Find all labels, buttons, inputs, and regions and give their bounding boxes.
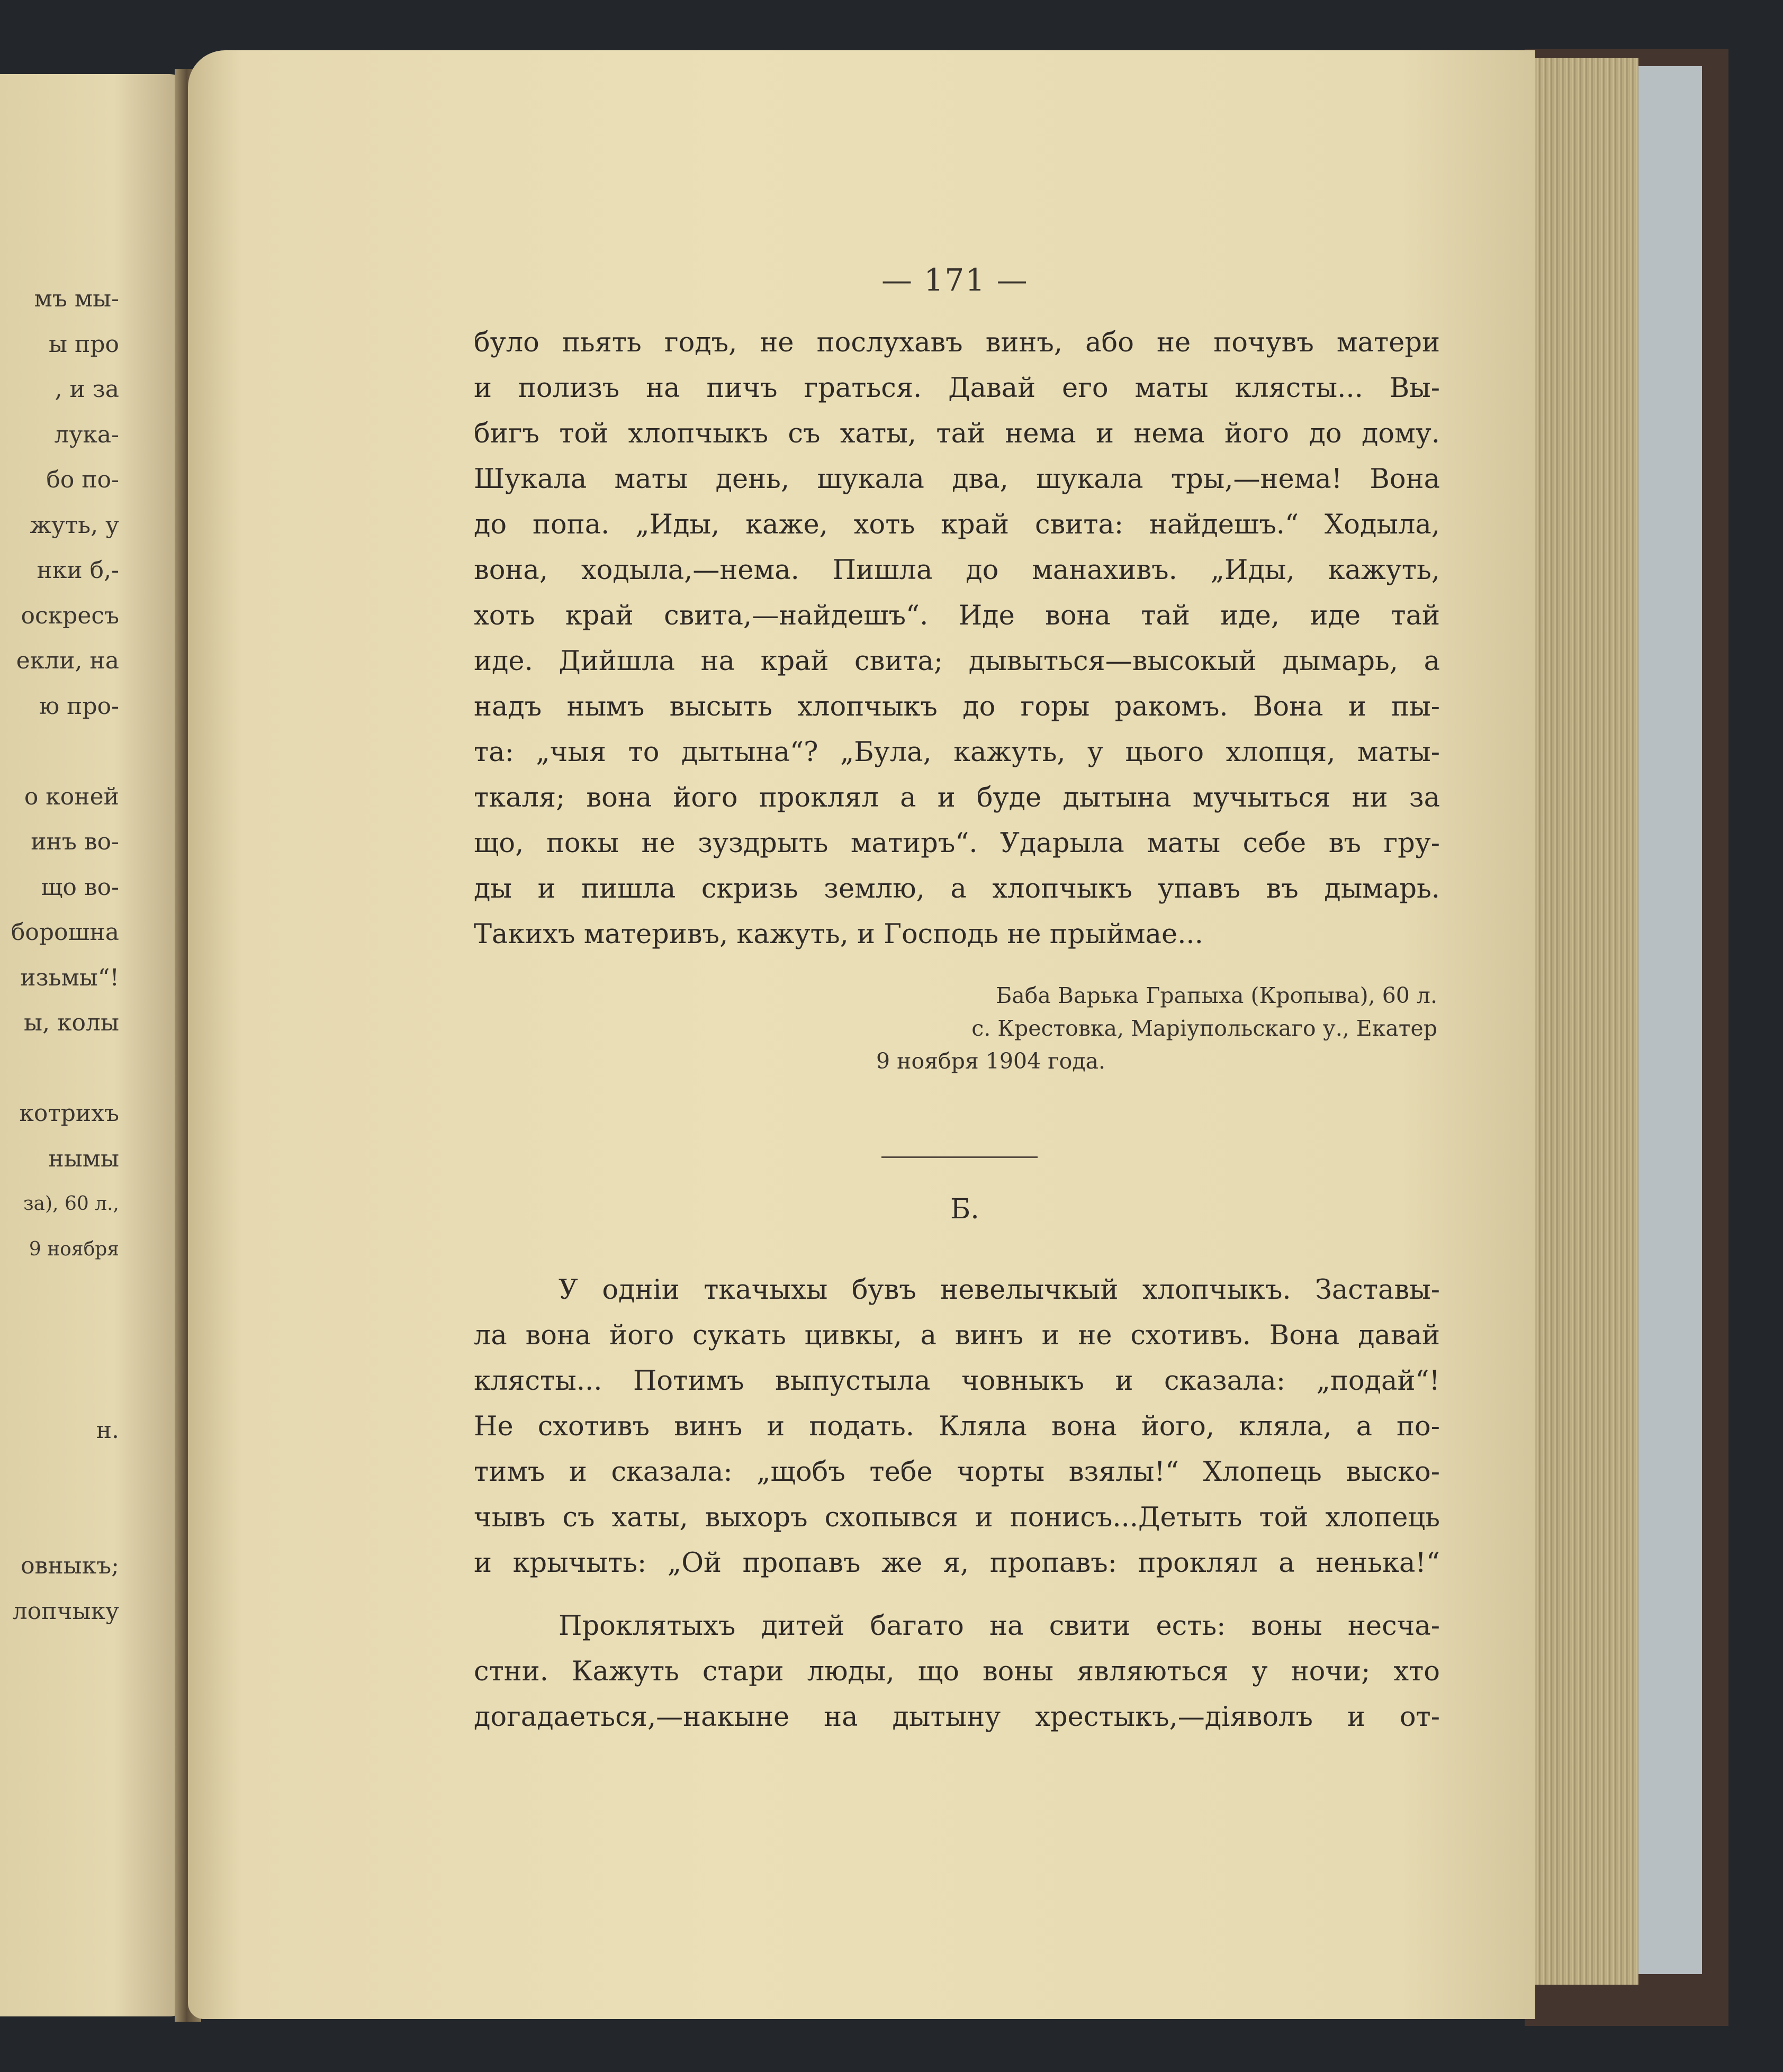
text-line: хоть край свита,—найдешъ“. Иде вона тай иде, иде тай: [474, 600, 1440, 631]
text-line: ла вона його сукать цивкы, а винъ и не схотивъ. Вона давай: [474, 1320, 1440, 1351]
page-number: — 171 —: [881, 262, 1029, 298]
text-line: Проклятыхъ дитей багато на свити есть: воны несча-: [559, 1610, 1440, 1642]
left-page-line: овныкъ;: [21, 1552, 119, 1579]
text-line: догадаеться,—накыне на дытыну хрестыкъ,—діяволъ и от-: [474, 1702, 1440, 1733]
attribution: [876, 979, 1437, 1078]
left-page-line: ы, колы: [24, 1009, 119, 1036]
left-page-line: нки б,-: [37, 557, 119, 584]
text-line: що, покы не зуздрыть матиръ“. Ударыла маты себе въ гру-: [474, 828, 1440, 859]
text-line: Такихъ материвъ, кажуть, и Господь не прыймае...: [474, 919, 1203, 950]
paragraph-3: [474, 1604, 1440, 1740]
paragraph-2: [474, 1268, 1440, 1586]
text-line: вона, ходыла,—нема. Пишла до манахивъ. „Иды, кажуть,: [474, 555, 1440, 586]
left-page-line: 9 ноября: [29, 1238, 119, 1260]
text-line: надъ нымъ высыть хлопчыкъ до горы ракомъ. Вона и пы-: [474, 691, 1440, 722]
text-line: Шукала маты день, шукала два, шукала тры,—нема! Вона: [474, 464, 1440, 495]
attribution-line: с. Крестовка, Маріупольскаго у., Екатер: [971, 1016, 1437, 1041]
text-line: У одніи ткачыхы бувъ невелычкый хлопчыкъ. Заставы-: [559, 1274, 1440, 1306]
left-page-line: екли, на: [16, 647, 119, 674]
text-line: клясты... Потимъ выпустыла човныкъ и сказала: „подай“!: [474, 1365, 1440, 1397]
right-page: [188, 50, 1535, 2019]
text-line: та: „чыя то дытына“? „Була, кажуть, у цього хлопця, маты-: [474, 737, 1440, 768]
text-line: стни. Кажуть стари люды, що воны являються у ночи; хто: [474, 1656, 1440, 1687]
left-page-line: мъ мы-: [34, 285, 119, 312]
left-page-line: лопчыку: [12, 1597, 119, 1625]
section-divider: [881, 1156, 1038, 1158]
page-edges: [1530, 58, 1638, 1985]
left-page-line: борошна: [11, 919, 119, 946]
text-line: ткаля; вона його проклял а и буде дытына мучыться ни за: [474, 782, 1440, 813]
left-page-line: лука-: [54, 421, 119, 448]
left-page-line: оскресъ: [21, 602, 119, 629]
left-page-line: котрихъ: [19, 1100, 119, 1127]
endpaper: [1628, 66, 1702, 1974]
text-line: до попа. „Иды, каже, хоть край свита: найдешъ.“ Ходыла,: [474, 509, 1440, 540]
text-line: бигъ той хлопчыкъ съ хаты, тай нема и нема його до дому.: [474, 418, 1440, 449]
left-page-line: за), 60 л.,: [23, 1193, 119, 1215]
attribution-line: 9 ноября 1904 года.: [876, 1048, 1106, 1074]
section-heading: Б.: [950, 1193, 979, 1225]
left-page-line: ю про-: [39, 692, 119, 720]
left-page-line: жуть, у: [30, 511, 119, 539]
attribution-line: Баба Варька Грапыха (Кропыва), 60 л.: [996, 983, 1437, 1008]
left-page-line: н.: [96, 1416, 119, 1444]
text-line: ды и пишла скризь землю, а хлопчыкъ упавъ въ дымарь.: [474, 873, 1440, 904]
text-line: иде. Дийшла на край свита; дывыться—высокый дымарь, а: [474, 646, 1440, 677]
text-line: и крычыть: „Ой пропавъ же я, пропавъ: проклял а ненька!“: [474, 1548, 1440, 1579]
left-page-line: инъ во-: [31, 828, 119, 855]
text-line: було пьять годъ, не послухавъ винъ, або не почувъ матери: [474, 327, 1440, 358]
left-page: [0, 74, 191, 2016]
left-page-line: нымы: [48, 1145, 119, 1172]
left-page-line: о коней: [24, 783, 119, 810]
text-line: тимъ и сказала: „щобъ тебе чорты взялы!“ Хлопець выско-: [474, 1456, 1440, 1488]
left-page-line: що во-: [41, 873, 119, 901]
left-page-line: , и за: [55, 376, 119, 403]
text-line: и полизъ на пичъ граться. Давай его маты клясты... Вы-: [474, 373, 1440, 404]
text-line: Не схотивъ винъ и подать. Кляла вона його, кляла, а по-: [474, 1411, 1440, 1442]
left-page-line: изьмы“!: [20, 964, 119, 991]
text-line: чывъ съ хаты, выхоръ схопывся и понисъ...Детыть той хлопець: [474, 1502, 1440, 1533]
paragraph-1: [474, 320, 1440, 957]
left-page-line: бо по-: [46, 466, 119, 493]
left-page-line: ы про: [49, 330, 119, 358]
